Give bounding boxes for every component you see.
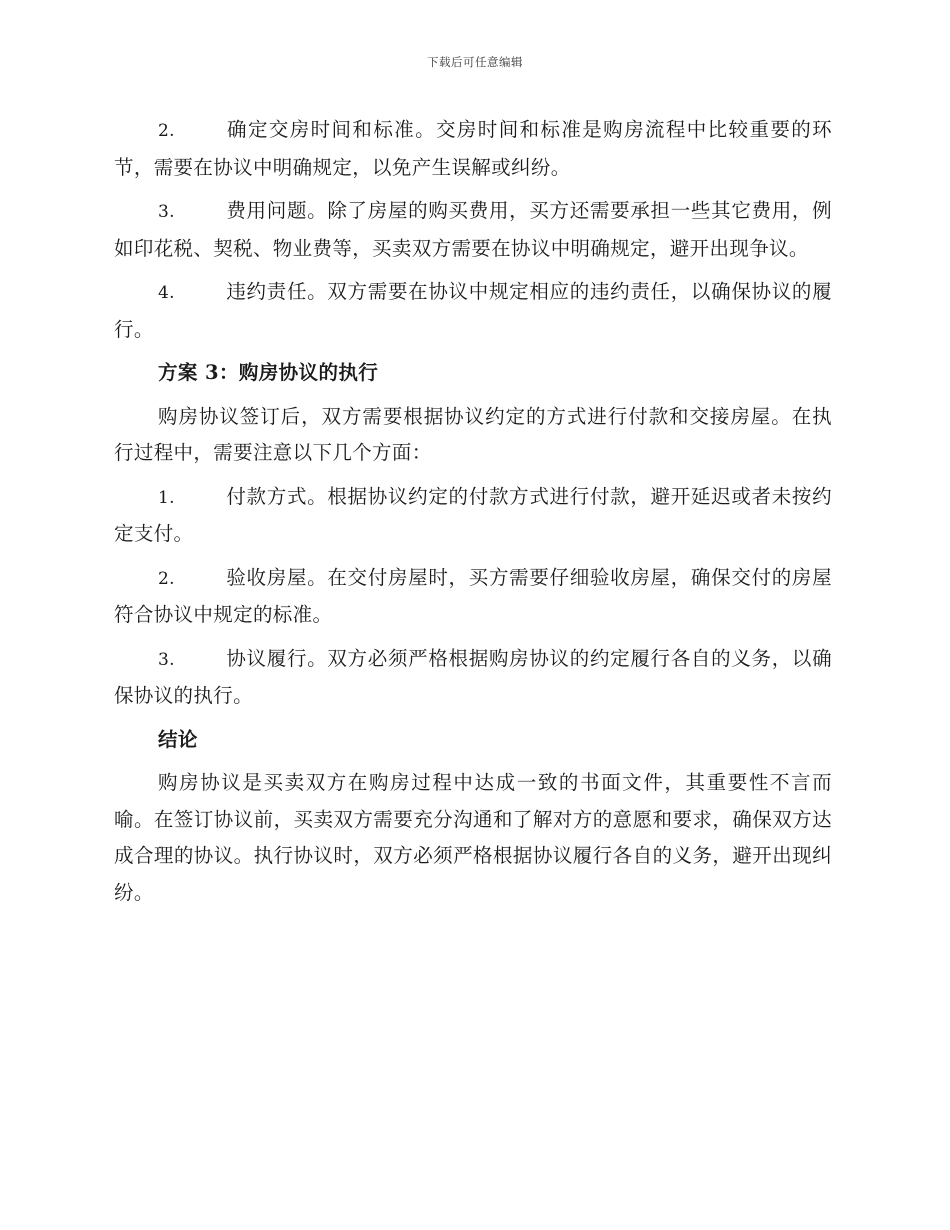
list-item (114, 641, 832, 715)
list-item (114, 274, 832, 348)
section-heading: 方案 3：购房协议的执行 (158, 361, 379, 384)
conclusion-heading: 结论 (158, 727, 198, 751)
list-item (114, 560, 832, 634)
list-item-text: 付款方式。根据协议约定的付款方式进行付款，避开延迟或者未按约定支付。 (114, 484, 832, 545)
list-item-text: 违约责任。双方需要在协议中规定相应的违约责任，以确保协议的履行。 (114, 280, 832, 341)
list-item-number: 2. (158, 568, 175, 589)
list-item (114, 193, 832, 267)
list-item (114, 479, 832, 553)
conclusion-paragraph: 购房协议是买卖双方在购房过程中达成一致的书面文件，其重要性不言而喻。在签订协议前，买卖双方需要充分沟通和了解对方的意愿和要求，确保双方达成合理的协议。执行协议时，双方必须严格根据协议履行各自的义务，避开出现纠纷。 (114, 771, 832, 904)
list-item (114, 112, 832, 186)
list-item-text: 协议履行。双方必须严格根据购房协议的约定履行各自的义务，以确保协议的执行。 (114, 646, 832, 707)
list-item-text: 费用问题。除了房屋的购买费用，买方还需要承担一些其它费用，例如印花税、契税、物业费等，买卖双方需要在协议中明确规定，避开出现争议。 (114, 199, 832, 260)
list-item-text: 验收房屋。在交付房屋时，买方需要仔细验收房屋，确保交付的房屋符合协议中规定的标准。 (114, 565, 832, 626)
document-body (114, 112, 832, 918)
list-item-number: 4. (158, 283, 175, 303)
page-header: 下载后可任意编辑 (427, 55, 523, 69)
section-intro-paragraph: 购房协议签订后，双方需要根据协议约定的方式进行付款和交接房屋。在执行过程中，需要注意以下几个方面： (114, 404, 832, 464)
list-item-number: 3. (158, 649, 175, 670)
list-item-number: 2. (158, 121, 175, 141)
list-item-text: 确定交房时间和标准。交房时间和标准是购房流程中比较重要的环节，需要在协议中明确规定，以免产生误解或纠纷。 (114, 118, 832, 179)
list-item-number: 3. (158, 202, 175, 222)
list-item-number: 1. (158, 487, 175, 508)
